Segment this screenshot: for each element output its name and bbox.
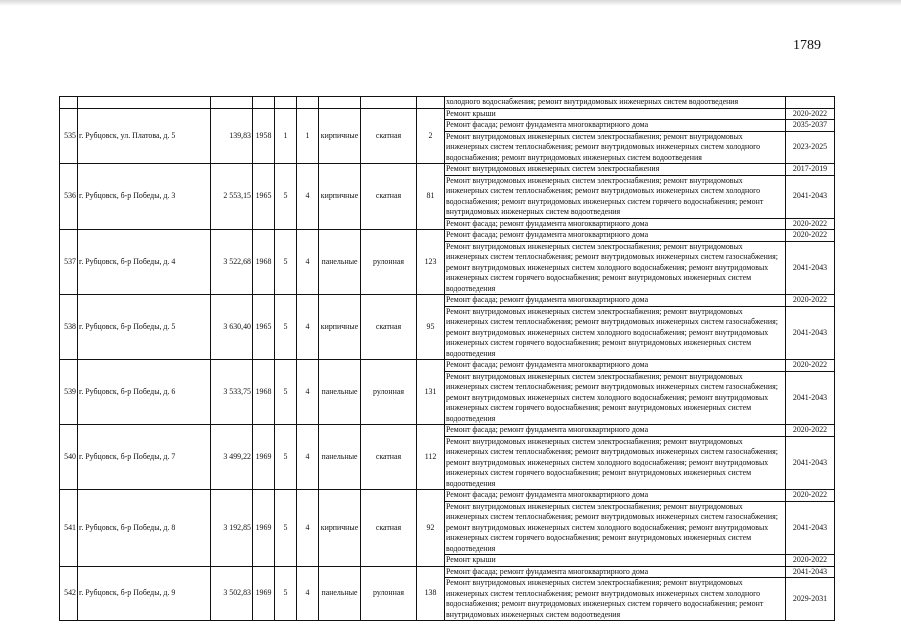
building-floors: [275, 97, 297, 109]
work-period: 2020-2022: [786, 230, 835, 242]
work-period: 2041-2043: [786, 566, 835, 578]
building-entrances: 4: [297, 490, 319, 567]
building-number: 538: [60, 295, 78, 360]
work-period: 2020-2022: [786, 425, 835, 437]
building-entrances: 4: [297, 164, 319, 230]
building-area: 3 192,85: [211, 490, 253, 567]
building-floors: 5: [275, 295, 297, 360]
wall-material: панельные: [319, 425, 361, 490]
building-floors: 5: [275, 230, 297, 295]
work-description: Ремонт фасада; ремонт фундамента многоквартирного дома: [445, 490, 786, 502]
building-year: 1968: [253, 360, 275, 425]
building-floors: 1: [275, 108, 297, 164]
building-number: 535: [60, 108, 78, 164]
roof-type: скатная: [361, 108, 417, 164]
building-number: 536: [60, 164, 78, 230]
building-year: 1965: [253, 295, 275, 360]
wall-material: панельные: [319, 566, 361, 621]
building-entrances: 4: [297, 295, 319, 360]
building-year: 1969: [253, 425, 275, 490]
work-period: 2020-2022: [786, 555, 835, 567]
roof-type: скатная: [361, 164, 417, 230]
residents-count: 81: [417, 164, 445, 230]
wall-material: кирпичные: [319, 108, 361, 164]
building-area: 3 522,68: [211, 230, 253, 295]
building-area: 2 553,15: [211, 164, 253, 230]
building-year: 1969: [253, 566, 275, 621]
work-period: 2029-2031: [786, 578, 835, 621]
wall-material: панельные: [319, 230, 361, 295]
building-number: 542: [60, 566, 78, 621]
scan-edge: [0, 0, 901, 6]
table-row: [60, 490, 835, 502]
roof-type: рулонная: [361, 230, 417, 295]
residents-count: 131: [417, 360, 445, 425]
building-area: 139,83: [211, 108, 253, 164]
work-period: 2041-2043: [786, 371, 835, 425]
work-period: 2020-2022: [786, 295, 835, 307]
building-entrances: [297, 97, 319, 109]
building-entrances: 4: [297, 360, 319, 425]
residents-count: 112: [417, 425, 445, 490]
wall-material: [319, 97, 361, 109]
work-period: 2041-2043: [786, 175, 835, 218]
table-row: [60, 164, 835, 176]
residents-count: 123: [417, 230, 445, 295]
work-description: Ремонт внутридомовых инженерных систем электроснабжения; ремонт внутридомовых инженерных систем теплоснабжения; ремонт внутридомовых инженерных систем газоснабжения; ремонт внутридомовых инженерных систем холодного водоснабжения; ремонт внутридомовых инженерных систем горячего водоснабжения; ремонт внутридомовых инженерных систем водоотведения: [445, 501, 786, 555]
building-address: г. Рубцовск, ул. Платова, д. 5: [78, 108, 211, 164]
work-description: Ремонт внутридомовых инженерных систем электроснабжения; ремонт внутридомовых инженерных систем теплоснабжения; ремонт внутридомовых инженерных систем газоснабжения; ремонт внутридомовых инженерных систем холодного водоснабжения; ремонт внутридомовых инженерных систем горячего водоснабжения; ремонт внутридомовых инженерных систем водоотведения: [445, 241, 786, 295]
work-period: 2041-2043: [786, 241, 835, 295]
work-description: Ремонт фасада; ремонт фундамента многоквартирного дома: [445, 230, 786, 242]
building-number: 539: [60, 360, 78, 425]
roof-type: скатная: [361, 425, 417, 490]
wall-material: панельные: [319, 360, 361, 425]
building-address: [78, 97, 211, 109]
building-year: 1968: [253, 230, 275, 295]
building-floors: 5: [275, 164, 297, 230]
building-year: 1958: [253, 108, 275, 164]
work-period: [786, 97, 835, 109]
building-address: г. Рубцовск, б-р Победы, д. 3: [78, 164, 211, 230]
work-description: Ремонт внутридомовых инженерных систем электроснабжения; ремонт внутридомовых инженерных систем теплоснабжения; ремонт внутридомовых инженерных систем газоснабжения; ремонт внутридомовых инженерных систем холодного водоснабжения; ремонт внутридомовых инженерных систем горячего водоснабжения; ремонт внутридомовых инженерных систем водоотведения: [445, 436, 786, 490]
work-description: холодного водоснабжения; ремонт внутридомовых инженерных систем водоотведения: [445, 97, 786, 109]
building-address: г. Рубцовск, б-р Победы, д. 4: [78, 230, 211, 295]
building-area: [211, 97, 253, 109]
work-description: Ремонт внутридомовых инженерных систем электроснабжения; ремонт внутридомовых инженерных систем теплоснабжения; ремонт внутридомовых инженерных систем холодного водоснабжения; ремонт внутридомовых инженерных систем горячего водоснабжения; ремонт внутридомовых инженерных систем водоотведения: [445, 175, 786, 218]
roof-type: рулонная: [361, 566, 417, 621]
residents-count: 138: [417, 566, 445, 621]
work-period: 2041-2043: [786, 306, 835, 360]
table-row: [60, 295, 835, 307]
work-period: 2020-2022: [786, 360, 835, 372]
building-floors: 5: [275, 566, 297, 621]
building-floors: 5: [275, 425, 297, 490]
residents-count: 95: [417, 295, 445, 360]
work-period: 2023-2025: [786, 131, 835, 164]
building-entrances: 1: [297, 108, 319, 164]
work-description: Ремонт фасада; ремонт фундамента многоквартирного дома: [445, 360, 786, 372]
work-period: 2020-2022: [786, 490, 835, 502]
building-area: 3 499,22: [211, 425, 253, 490]
building-area: 3 502,83: [211, 566, 253, 621]
work-description: Ремонт фасада; ремонт фундамента многоквартирного дома: [445, 566, 786, 578]
table-row: [60, 566, 835, 578]
work-description: Ремонт фасада; ремонт фундамента многоквартирного дома: [445, 218, 786, 230]
building-floors: 5: [275, 490, 297, 567]
housing-register-table: [59, 96, 835, 621]
work-description: Ремонт фасада; ремонт фундамента многоквартирного дома: [445, 425, 786, 437]
building-address: г. Рубцовск, б-р Победы, д. 7: [78, 425, 211, 490]
table-row: [60, 230, 835, 242]
work-period: 2017-2019: [786, 164, 835, 176]
residents-count: 2: [417, 108, 445, 164]
building-address: г. Рубцовск, б-р Победы, д. 6: [78, 360, 211, 425]
table-row: [60, 360, 835, 372]
building-entrances: 4: [297, 566, 319, 621]
work-period: 2041-2043: [786, 436, 835, 490]
building-entrances: 4: [297, 425, 319, 490]
building-address: г. Рубцовск, б-р Победы, д. 9: [78, 566, 211, 621]
work-period: 2020-2022: [786, 218, 835, 230]
wall-material: кирпичные: [319, 295, 361, 360]
wall-material: кирпичные: [319, 490, 361, 567]
work-description: Ремонт внутридомовых инженерных систем электроснабжения; ремонт внутридомовых инженерных систем теплоснабжения; ремонт внутридомовых инженерных систем холодного водоснабжения; ремонт внутридомовых инженерных систем водоотведения: [445, 131, 786, 164]
building-area: 3 533,75: [211, 360, 253, 425]
building-floors: 5: [275, 360, 297, 425]
page-number: 1789: [793, 38, 821, 53]
work-description: Ремонт внутридомовых инженерных систем электроснабжения; ремонт внутридомовых инженерных систем теплоснабжения; ремонт внутридомовых инженерных систем холодного водоснабжения; ремонт внутридомовых инженерных систем горячего водоснабжения; ремонт внутридомовых инженерных систем водоотведения: [445, 578, 786, 621]
work-description: Ремонт фасада; ремонт фундамента многоквартирного дома: [445, 295, 786, 307]
building-year: [253, 97, 275, 109]
building-entrances: 4: [297, 230, 319, 295]
work-period: 2041-2043: [786, 501, 835, 555]
roof-type: рулонная: [361, 360, 417, 425]
building-area: 3 630,40: [211, 295, 253, 360]
table-row: [60, 97, 835, 109]
residents-count: 92: [417, 490, 445, 567]
residents-count: [417, 97, 445, 109]
roof-type: скатная: [361, 295, 417, 360]
building-number: 537: [60, 230, 78, 295]
wall-material: кирпичные: [319, 164, 361, 230]
building-number: 541: [60, 490, 78, 567]
work-description: Ремонт фасада; ремонт фундамента многоквартирного дома: [445, 120, 786, 132]
work-description: Ремонт крыши: [445, 555, 786, 567]
work-description: Ремонт внутридомовых инженерных систем электроснабжения: [445, 164, 786, 176]
roof-type: скатная: [361, 490, 417, 567]
table-row: [60, 108, 835, 120]
roof-type: [361, 97, 417, 109]
building-number: [60, 97, 78, 109]
table-row: [60, 425, 835, 437]
building-year: 1969: [253, 490, 275, 567]
work-period: 2035-2037: [786, 120, 835, 132]
work-description: Ремонт крыши: [445, 108, 786, 120]
work-description: Ремонт внутридомовых инженерных систем электроснабжения; ремонт внутридомовых инженерных систем теплоснабжения; ремонт внутридомовых инженерных систем газоснабжения; ремонт внутридомовых инженерных систем холодного водоснабжения; ремонт внутридомовых инженерных систем горячего водоснабжения; ремонт внутридомовых инженерных систем водоотведения: [445, 306, 786, 360]
building-year: 1965: [253, 164, 275, 230]
building-address: г. Рубцовск, б-р Победы, д. 5: [78, 295, 211, 360]
work-description: Ремонт внутридомовых инженерных систем электроснабжения; ремонт внутридомовых инженерных систем теплоснабжения; ремонт внутридомовых инженерных систем газоснабжения; ремонт внутридомовых инженерных систем холодного водоснабжения; ремонт внутридомовых инженерных систем горячего водоснабжения; ремонт внутридомовых инженерных систем водоотведения: [445, 371, 786, 425]
building-address: г. Рубцовск, б-р Победы, д. 8: [78, 490, 211, 567]
work-period: 2020-2022: [786, 108, 835, 120]
building-number: 540: [60, 425, 78, 490]
